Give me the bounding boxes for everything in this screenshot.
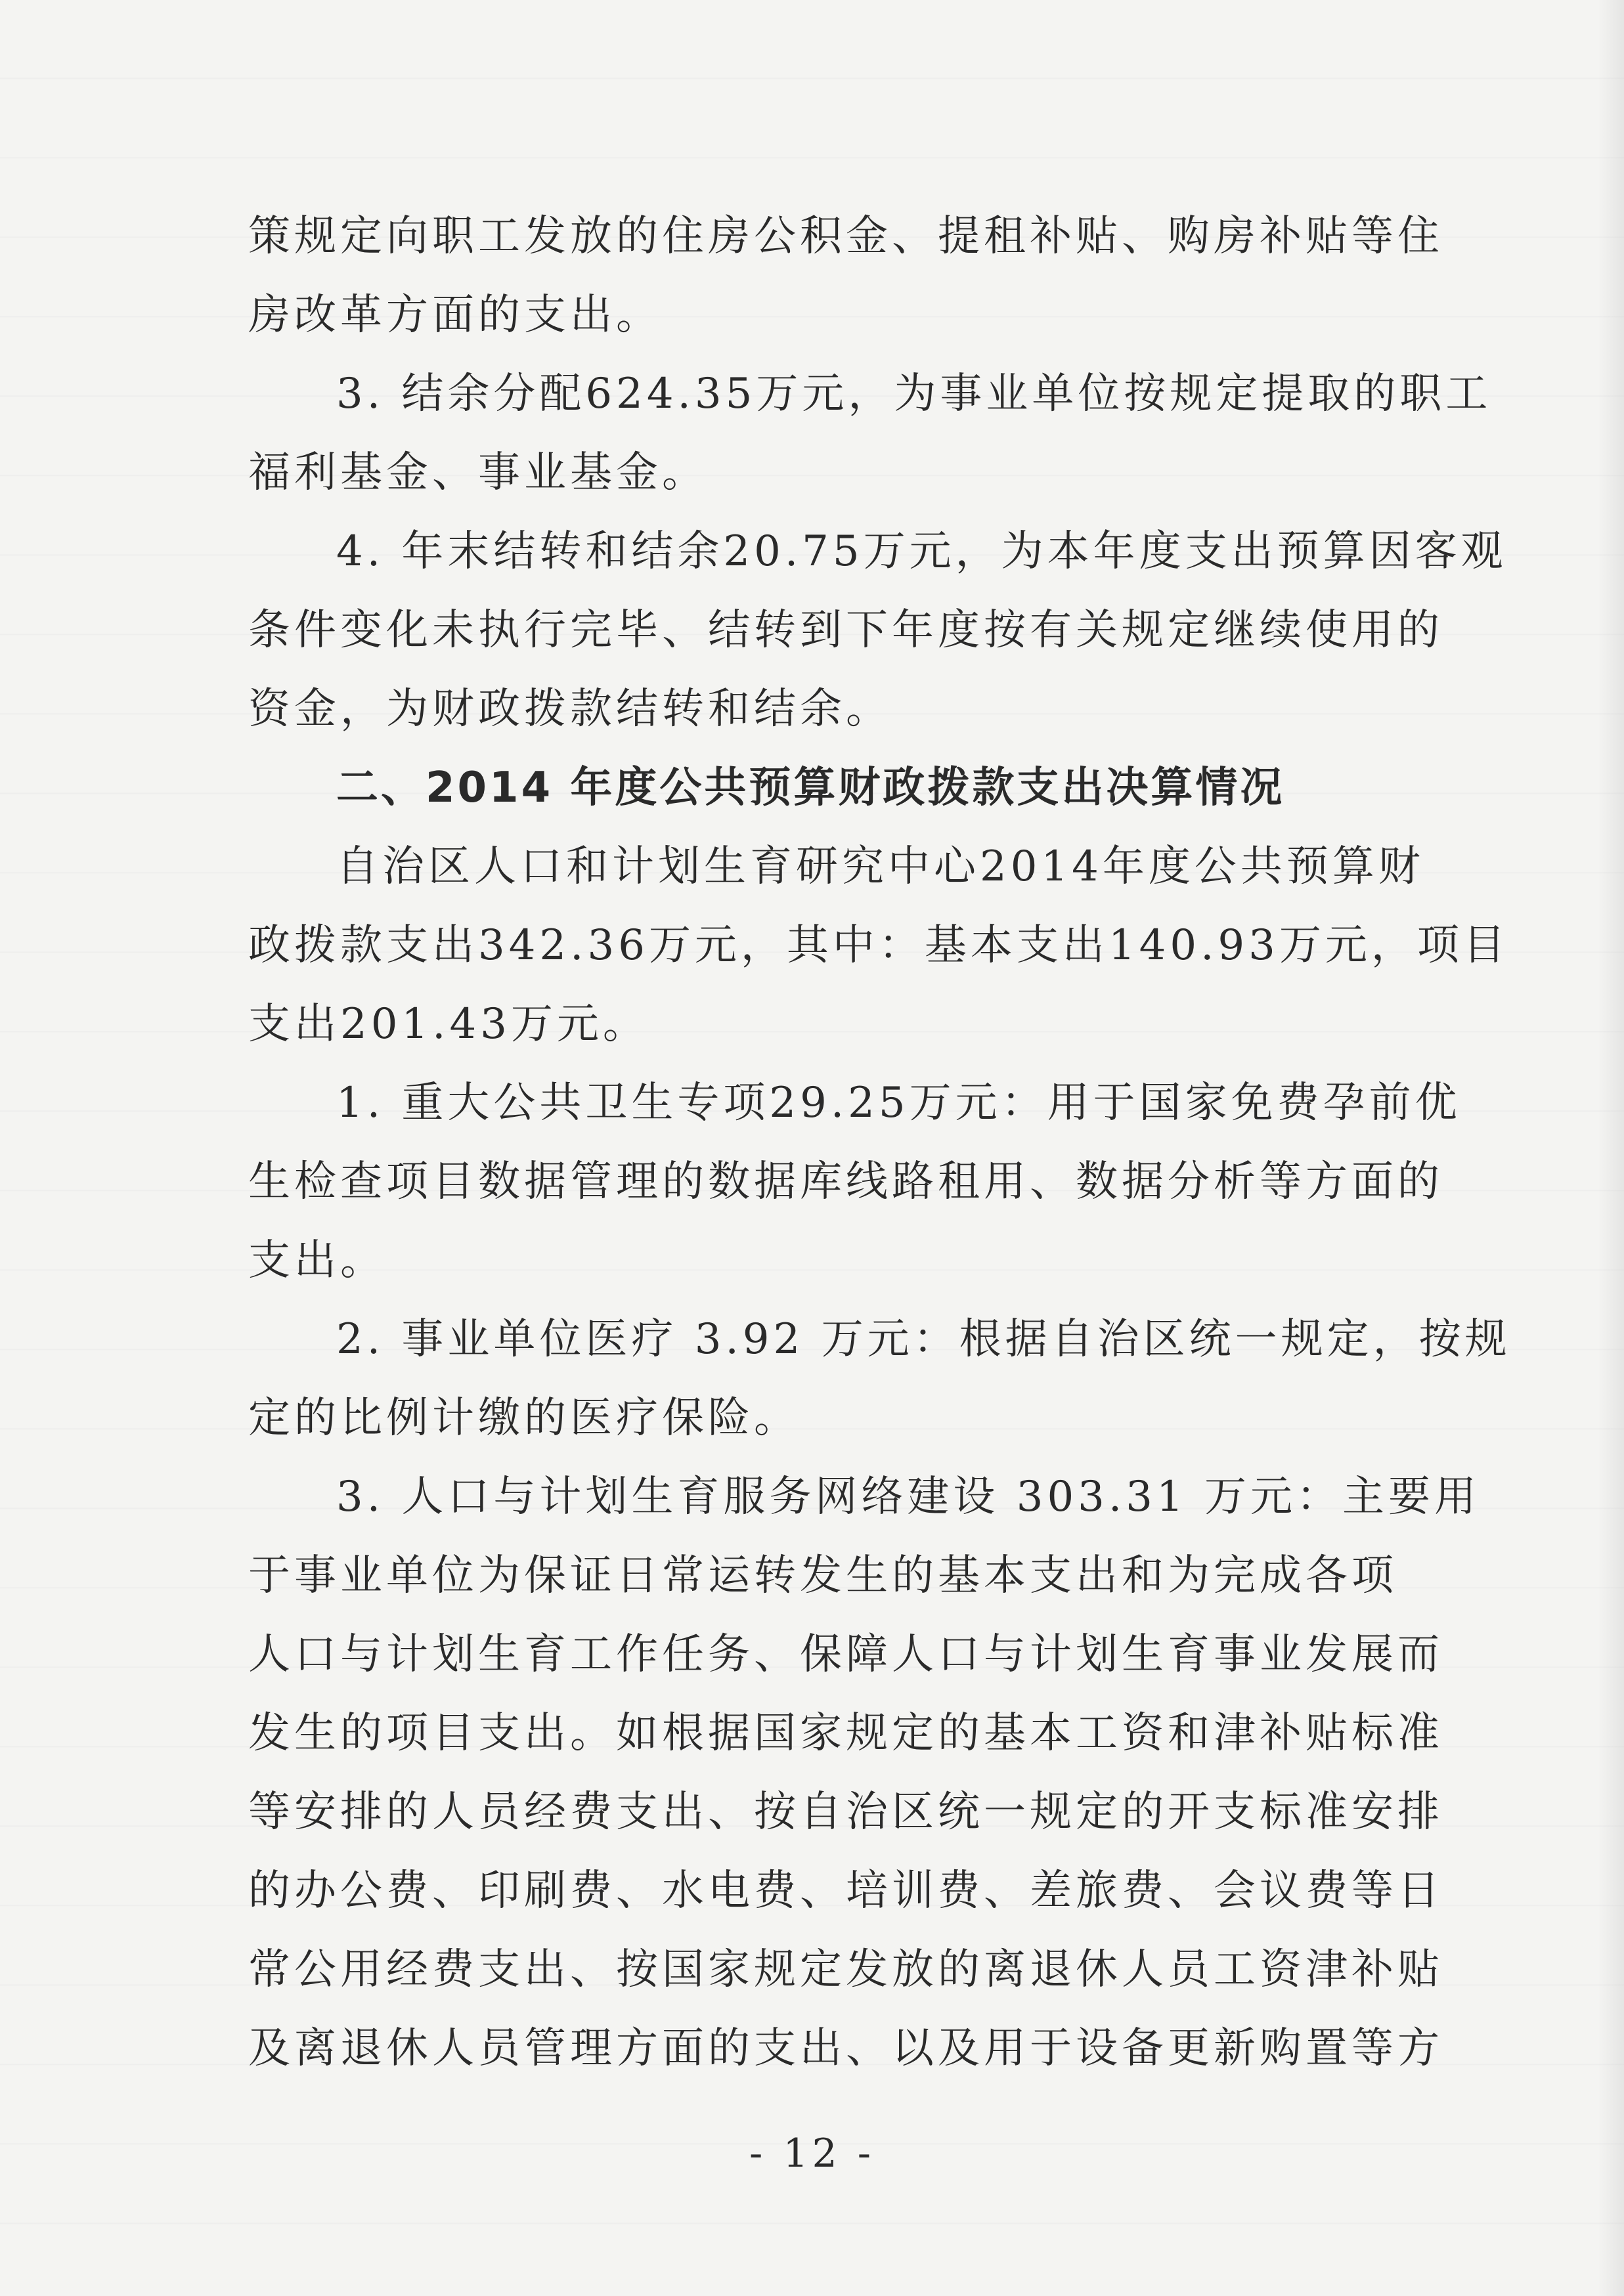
- text-line: 支出201.43万元。: [248, 1000, 649, 1049]
- text-line: 3. 结余分配624.35万元，为事业单位按规定提取的职工: [336, 370, 1492, 418]
- text-line: 人口与计划生育工作任务、保障人口与计划生育事业发展而: [248, 1630, 1443, 1679]
- text-line: 等安排的人员经费支出、按自治区统一规定的开支标准安排: [248, 1788, 1443, 1836]
- page-edge-shadow: [1598, 0, 1624, 2296]
- text-line: 支出。: [248, 1236, 386, 1285]
- text-line: 房改革方面的支出。: [248, 291, 662, 339]
- text-line: 3. 人口与计划生育服务网络建设 303.31 万元：主要用: [336, 1473, 1481, 1521]
- text-line: 于事业单位为保证日常运转发生的基本支出和为完成各项: [248, 1551, 1397, 1600]
- text-line: 生检查项目数据管理的数据库线路租用、数据分析等方面的: [248, 1158, 1443, 1206]
- text-line: 策规定向职工发放的住房公积金、提租补贴、购房补贴等住: [248, 212, 1443, 261]
- body-text: [248, 197, 1511, 2088]
- text-line: 1. 重大公共卫生专项29.25万元：用于国家免费孕前优: [336, 1079, 1461, 1127]
- text-line: 及离退休人员管理方面的支出、以及用于设备更新购置等方: [248, 2024, 1443, 2073]
- text-line: 政拨款支出342.36万元，其中：基本支出140.93万元，项目: [248, 921, 1509, 970]
- text-line: 福利基金、事业基金。: [248, 448, 708, 497]
- text-line: 4. 年末结转和结余20.75万元，为本年度支出预算因客观: [336, 527, 1507, 576]
- page-number: - 12 -: [749, 2131, 875, 2177]
- text-line: 的办公费、印刷费、水电费、培训费、差旅费、会议费等日: [248, 1867, 1443, 1915]
- text-line: 定的比例计缴的医疗保险。: [248, 1394, 800, 1442]
- text-line: 自治区人口和计划生育研究中心2014年度公共预算财: [336, 842, 1424, 891]
- section-heading: 二、2014 年度公共预算财政拨款支出决算情况: [336, 764, 1285, 812]
- text-line: 资金，为财政拨款结转和结余。: [248, 685, 892, 733]
- text-line: 发生的项目支出。如根据国家规定的基本工资和津补贴标准: [248, 1709, 1443, 1758]
- text-line: 2. 事业单位医疗 3.92 万元：根据自治区统一规定，按规: [336, 1315, 1511, 1364]
- text-line: 常公用经费支出、按国家规定发放的离退休人员工资津补贴: [248, 1945, 1443, 1994]
- text-line: 条件变化未执行完毕、结转到下年度按有关规定继续使用的: [248, 606, 1443, 655]
